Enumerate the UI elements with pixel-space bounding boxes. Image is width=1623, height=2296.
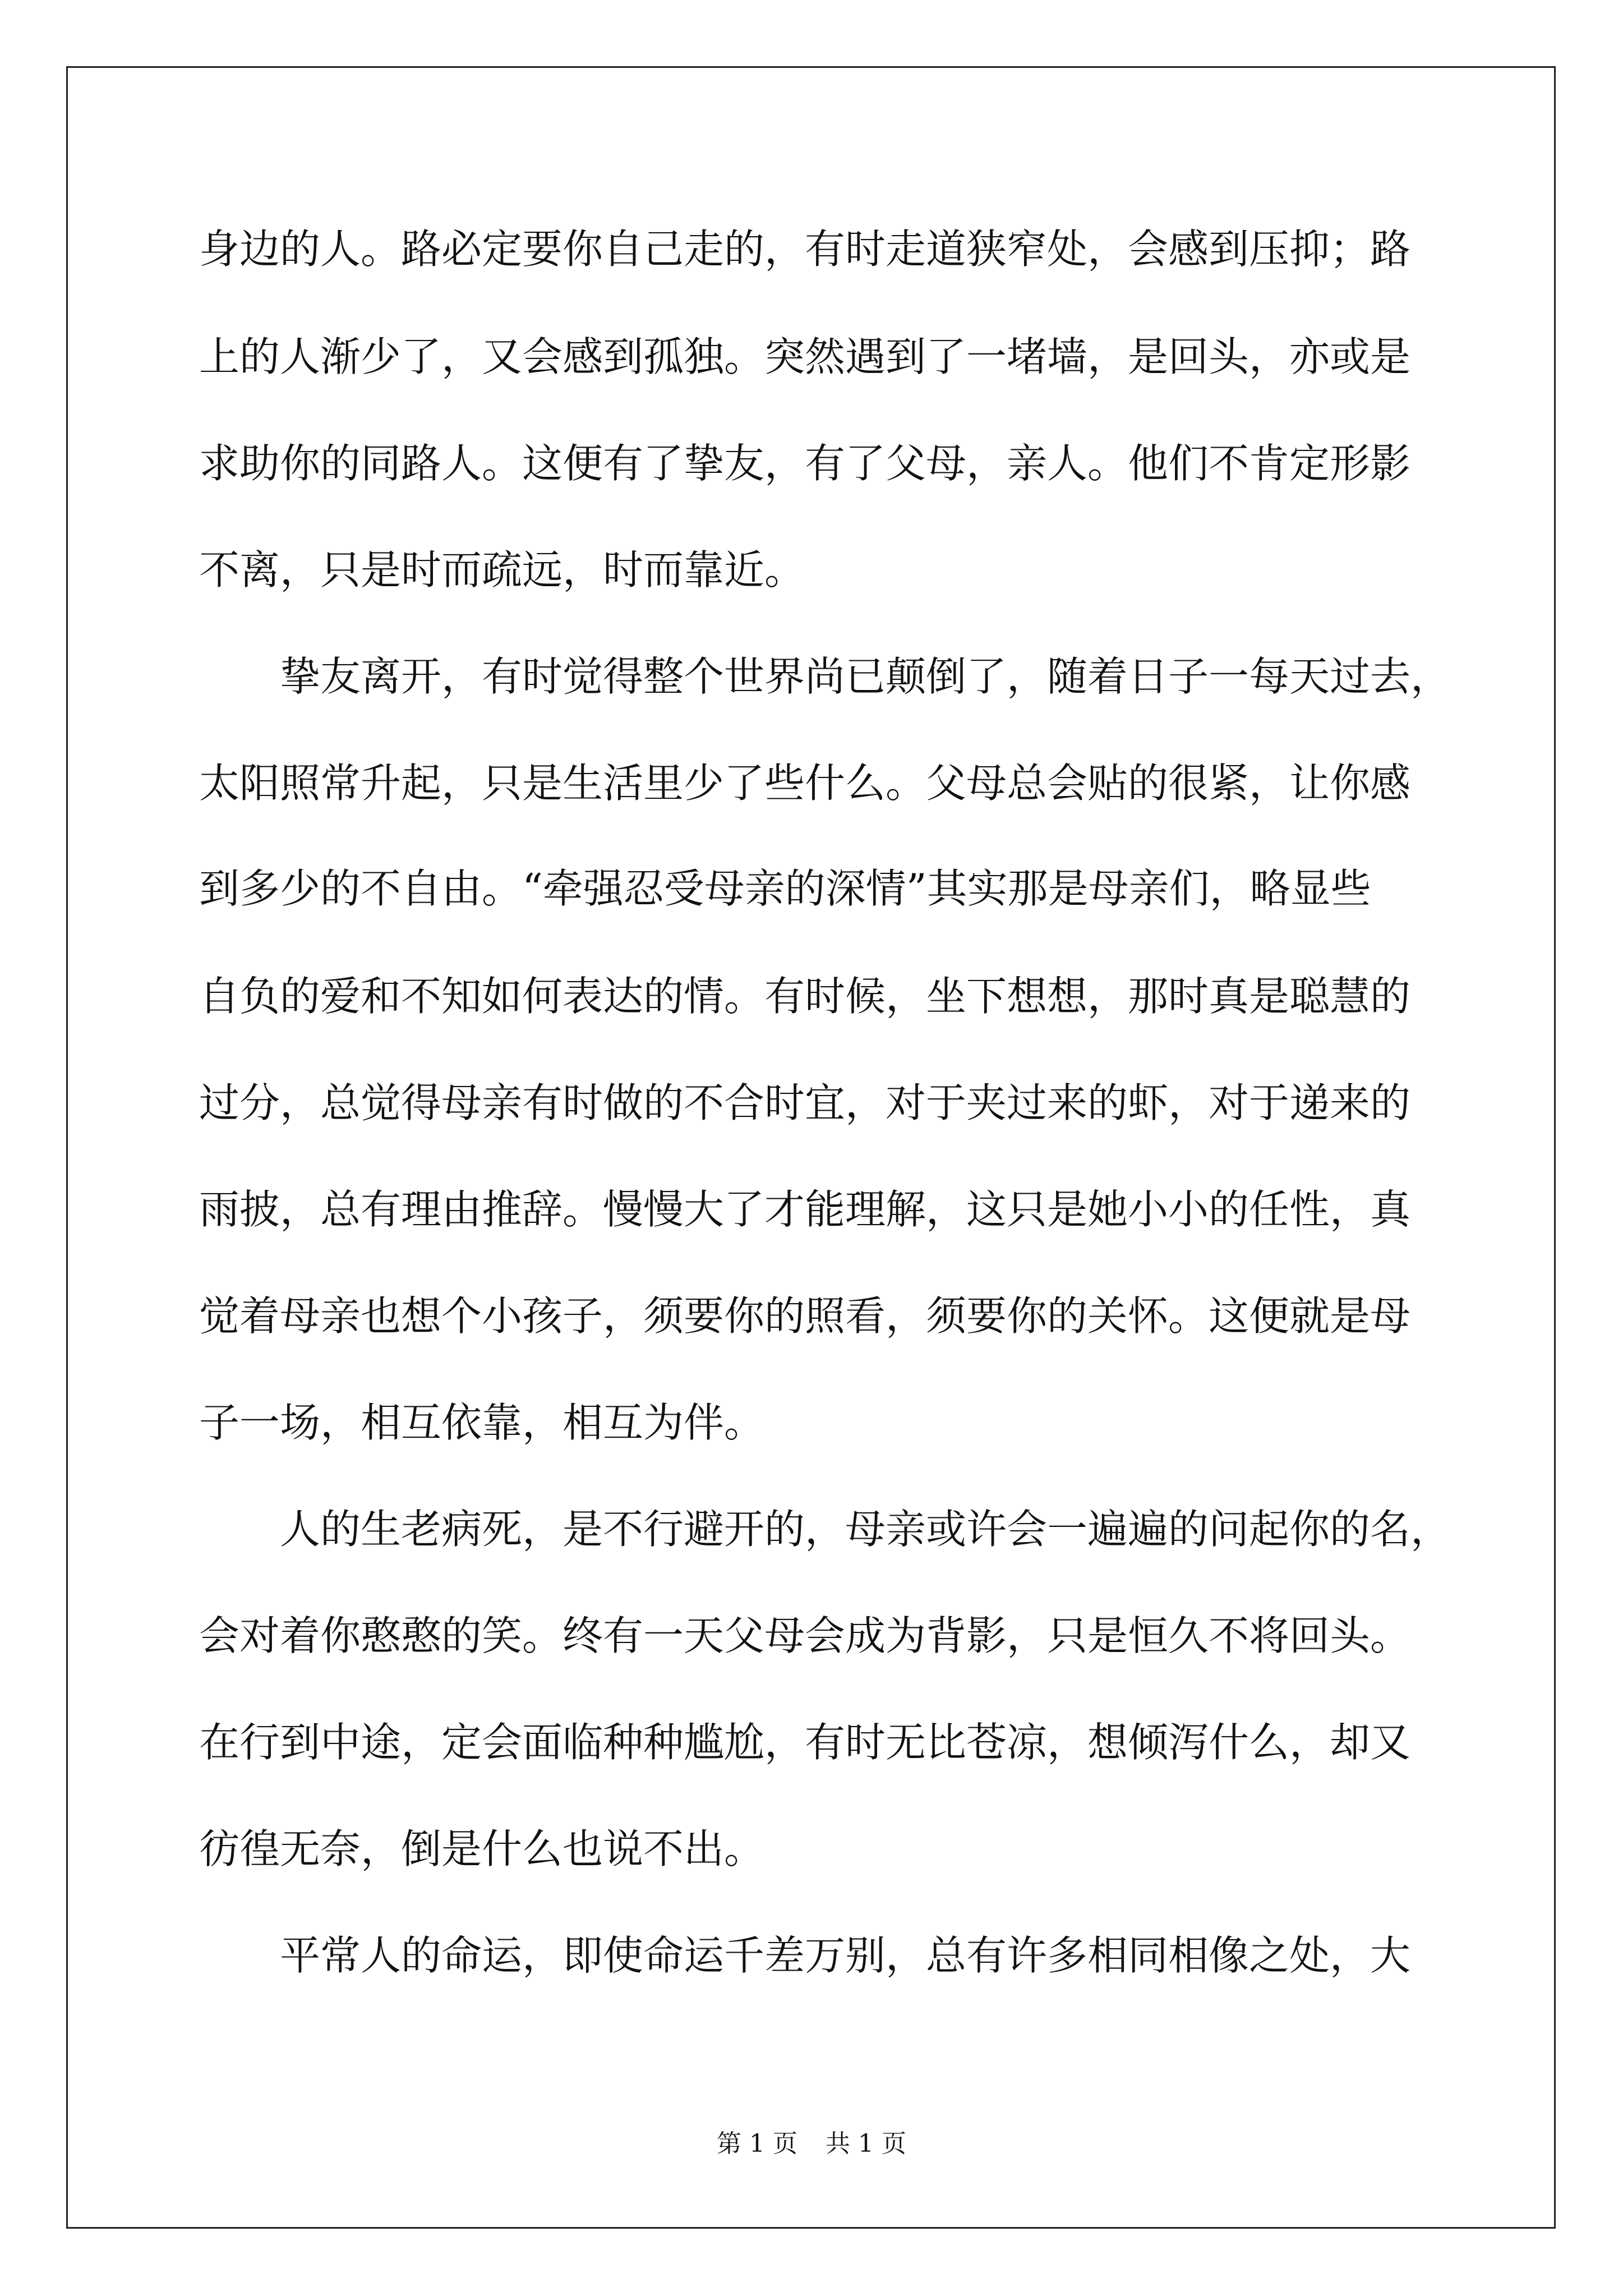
text-line: 人的生老病死，是不行避开的，母亲或许会一遍遍的问起你的名，	[199, 1506, 1451, 1553]
page-number: 第 1 页	[717, 2129, 797, 2158]
text-line: 平常人的命运，即使命运千差万别，总有许多相同相像之处，大	[199, 1932, 1411, 1979]
text-line: 觉着母亲也想个小孩子，须要你的照看，须要你的关怀。这便就是母	[199, 1292, 1411, 1340]
text-line: 求助你的同路人。这便有了挚友，有了父母，亲人。他们不肯定形影	[199, 440, 1411, 487]
text-line: 雨披，总有理由推辞。慢慢大了才能理解，这只是她小小的任性，真	[199, 1186, 1411, 1233]
text-line: 子一场，相互依靠，相互为伴。	[199, 1399, 765, 1446]
text-line: 自负的爱和不知如何表达的情。有时候，坐下想想，那时真是聪慧的	[199, 973, 1411, 1020]
text-line: 到多少的不自由。“牵强忍受母亲的深情”其实那是母亲们，略显些	[199, 865, 1371, 912]
page-border	[66, 66, 1556, 2229]
text-line: 身边的人。路必定要你自己走的，有时走道狭窄处，会感到压抑；路	[199, 226, 1411, 273]
page-total: 共 1 页	[826, 2129, 906, 2158]
text-line: 挚友离开，有时觉得整个世界尚已颠倒了，随着日子一每天过去，	[199, 653, 1451, 700]
text-line: 过分，总觉得母亲有时做的不合时宜，对于夹过来的虾，对于递来的	[199, 1079, 1411, 1126]
text-line: 彷徨无奈，倒是什么也说不出。	[199, 1825, 765, 1872]
text-line: 太阳照常升起，只是生活里少了些什么。父母总会贴的很紧，让你感	[199, 760, 1411, 807]
text-line: 在行到中途，定会面临种种尴尬，有时无比苍凉，想倾泻什么，却又	[199, 1719, 1411, 1766]
text-line: 上的人渐少了，又会感到孤独。突然遇到了一堵墙，是回头，亦或是	[199, 333, 1411, 380]
text-line: 会对着你憨憨的笑。终有一天父母会成为背影，只是恒久不将回头。	[199, 1612, 1411, 1659]
page-footer	[0, 2129, 1623, 2158]
text-line: 不离，只是时而疏远，时而靠近。	[199, 546, 805, 593]
